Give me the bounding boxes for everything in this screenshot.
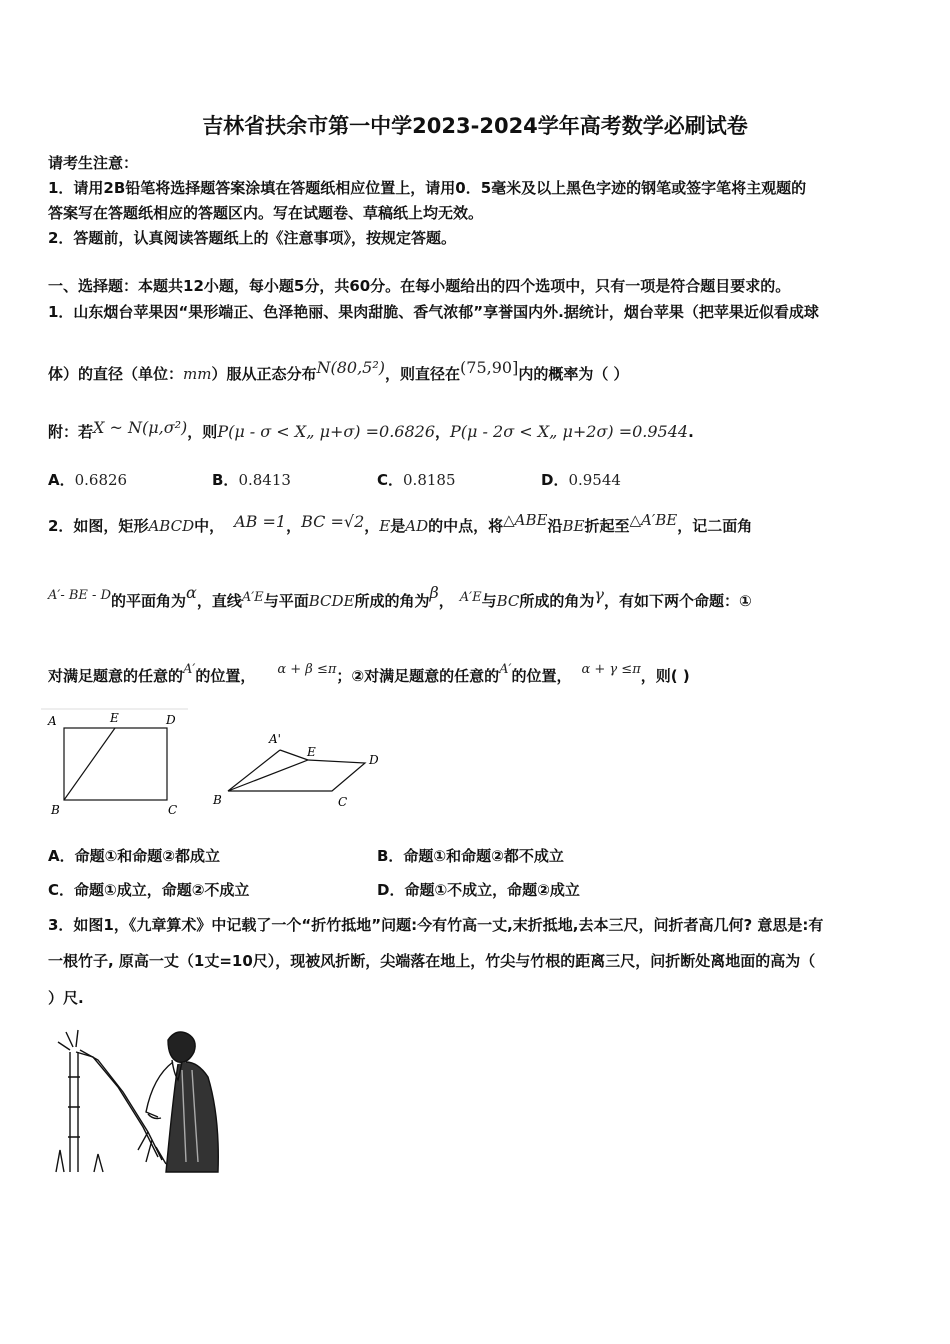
label-a-prime: A' xyxy=(269,732,281,746)
q1-text: ）服从正态分布 xyxy=(211,365,317,383)
q2-text: 的位置， xyxy=(511,667,572,685)
q2-line-3 xyxy=(48,662,690,688)
q1-text: . xyxy=(688,423,694,441)
q1-option-a xyxy=(48,470,127,490)
q2-text: 中， xyxy=(194,517,225,535)
inequality-1: α + β ≤π xyxy=(277,662,337,677)
segment-b-a-prime xyxy=(228,750,280,791)
q2-text: 2．如图，矩形 xyxy=(48,517,149,535)
q2-text: ，直线 xyxy=(196,592,242,610)
bamboo-scholar-illustration xyxy=(48,1022,238,1187)
q1-option-c xyxy=(377,470,456,490)
q3-line-1: 3．如图1，《九章算术》中记载了一个“折竹抵地”问题:今有竹高一丈,末折抵地,去本三尺，问折者高几何? 意思是:有 xyxy=(48,916,824,934)
q2-text: ，记二面角 xyxy=(677,517,753,535)
a-prime-symbol: A′ xyxy=(183,662,196,677)
q1-line-1: 1．山东烟台苹果因“果形端正、色泽艳丽、果肉甜脆、香气浓郁”享誉国内外.据统计，烟台苹果（把苹果近似看成球 xyxy=(48,303,819,321)
inequality-2: α + γ ≤π xyxy=(581,662,641,677)
q2-text: 沿 xyxy=(547,517,563,535)
plane-bcde: BCDE xyxy=(308,592,355,610)
page-title: 吉林省扶余市第一中学2023-2024学年高考数学必刷试卷 xyxy=(202,114,748,138)
option-value: 0.6826 xyxy=(74,471,128,489)
probability-formula-1: P(μ - σ < X„ μ+σ) =0.6826 xyxy=(217,422,436,441)
label-a: A xyxy=(48,714,57,728)
triangle-a-prime-be-formula: △A′BE xyxy=(629,511,678,529)
q2-text: 所成的角为 xyxy=(519,592,595,610)
option-letter: D． xyxy=(541,471,569,489)
segment-ad: AD xyxy=(405,517,429,535)
segment-bc: BC xyxy=(496,592,520,610)
q2-text: ，则( ) xyxy=(640,667,690,685)
label-b: B xyxy=(51,803,60,817)
label-b: B xyxy=(213,793,222,807)
interval-formula: (75,90] xyxy=(460,358,519,377)
rectangle-abcd xyxy=(64,728,167,800)
segment-be: BE xyxy=(562,517,585,535)
normal-distribution-formula: N(80,5²) xyxy=(316,358,386,377)
q2-text: 的平面角为 xyxy=(111,592,187,610)
q2-option-c: C．命题①成立，命题②不成立 xyxy=(48,881,250,899)
option-value: 0.8185 xyxy=(403,471,456,489)
q1-text: 内的概率为（ ） xyxy=(518,365,629,383)
label-d: D xyxy=(166,713,176,727)
distribution-formula: X ~ N(μ,σ²) xyxy=(93,418,188,437)
rectangle-figure xyxy=(40,708,200,818)
q2-text: 与 xyxy=(481,592,497,610)
q1-text: 体）的直径（单位： xyxy=(48,365,184,383)
option-letter: A． xyxy=(48,471,75,489)
q2-text: ， xyxy=(286,517,302,535)
rect-name: ABCD xyxy=(148,517,195,535)
q2-text: 与平面 xyxy=(263,592,309,610)
notice-item-2: 2．答题前，认真阅读答题纸上的《注意事项》，按规定答题。 xyxy=(48,229,456,247)
q1-text: 附：若 xyxy=(48,423,94,441)
q2-option-b: B．命题①和命题②都不成立 xyxy=(377,847,564,865)
bc-formula: BC =√2 xyxy=(301,512,365,531)
a-prime-symbol: A′ xyxy=(499,662,512,677)
segment-a-prime-e xyxy=(280,750,308,760)
segment-be-line xyxy=(64,728,115,800)
q2-text: 的中点，将 xyxy=(428,517,504,535)
q2-option-d: D．命题①不成立，命题②成立 xyxy=(377,881,580,899)
notice-item-1-line-2: 答案写在答题纸相应的答题区内。写在试题卷、草稿纸上均无效。 xyxy=(48,204,484,222)
triangle-abe-formula: △ABE xyxy=(503,511,548,529)
line-a-prime-e: A′E xyxy=(459,590,482,605)
q2-line-2 xyxy=(48,583,752,613)
q2-text: 对满足题意的任意的 xyxy=(48,667,184,685)
beta-symbol: β xyxy=(429,583,439,602)
q2-line-1 xyxy=(48,511,753,536)
q1-line-3 xyxy=(48,418,694,442)
notice-heading: 请考生注意： xyxy=(48,154,139,172)
q1-line-2 xyxy=(48,358,629,384)
option-letter: C． xyxy=(377,471,404,489)
q2-text: ， xyxy=(364,517,380,535)
q1-option-b xyxy=(212,470,291,490)
option-value: 0.9544 xyxy=(568,471,621,489)
option-value: 0.8413 xyxy=(238,471,291,489)
q3-line-2: 一根竹子, 原高一丈（1丈=10尺），现被风折断，尖端落在地上，竹尖与竹根的距离三尺，问折断处离地面的高为（ xyxy=(48,952,816,970)
q2-text: ，有如下两个命题：① xyxy=(603,592,752,610)
label-c: C xyxy=(168,803,178,817)
q2-text: 的位置， xyxy=(195,667,256,685)
point-e: E xyxy=(379,517,391,535)
folded-figure xyxy=(205,728,390,818)
q2-text: 是 xyxy=(390,517,406,535)
ab-formula: AB =1 xyxy=(234,512,287,531)
q1-text: ，则直径在 xyxy=(385,365,461,383)
q3-line-3: ）尺. xyxy=(48,989,84,1007)
q2-text: 折起至 xyxy=(584,517,630,535)
q2-text: ， xyxy=(438,592,454,610)
label-e: E xyxy=(110,711,119,725)
q2-option-a: A．命题①和命题②都成立 xyxy=(48,847,221,865)
q2-text: ；②对满足题意的任意的 xyxy=(336,667,500,685)
label-c: C xyxy=(338,795,348,809)
alpha-symbol: α xyxy=(186,583,197,602)
unit-mm: mm xyxy=(183,365,212,383)
dihedral-formula: A′- BE - D xyxy=(48,588,111,603)
label-d: D xyxy=(369,753,379,767)
option-letter: B． xyxy=(212,471,239,489)
q1-text: ，则 xyxy=(187,423,218,441)
notice-item-1-line-1: 1．请用2B铅笔将选择题答案涂填在答题纸相应位置上，请用0．5毫米及以上黑色字迹的钢笔或签字笔将主观题的 xyxy=(48,179,807,197)
line-a-prime-e: A′E xyxy=(241,590,264,605)
q1-text: ， xyxy=(435,423,451,441)
gamma-symbol: γ xyxy=(594,585,604,604)
q1-option-d xyxy=(541,470,621,490)
section-1-heading: 一、选择题：本题共12小题，每小题5分，共60分。在每小题给出的四个选项中，只有一项是符合题目要求的。 xyxy=(48,277,791,295)
q2-text: 所成的角为 xyxy=(354,592,430,610)
label-e: E xyxy=(307,745,316,759)
probability-formula-2: P(μ - 2σ < X„ μ+2σ) =0.9544 xyxy=(450,422,689,441)
